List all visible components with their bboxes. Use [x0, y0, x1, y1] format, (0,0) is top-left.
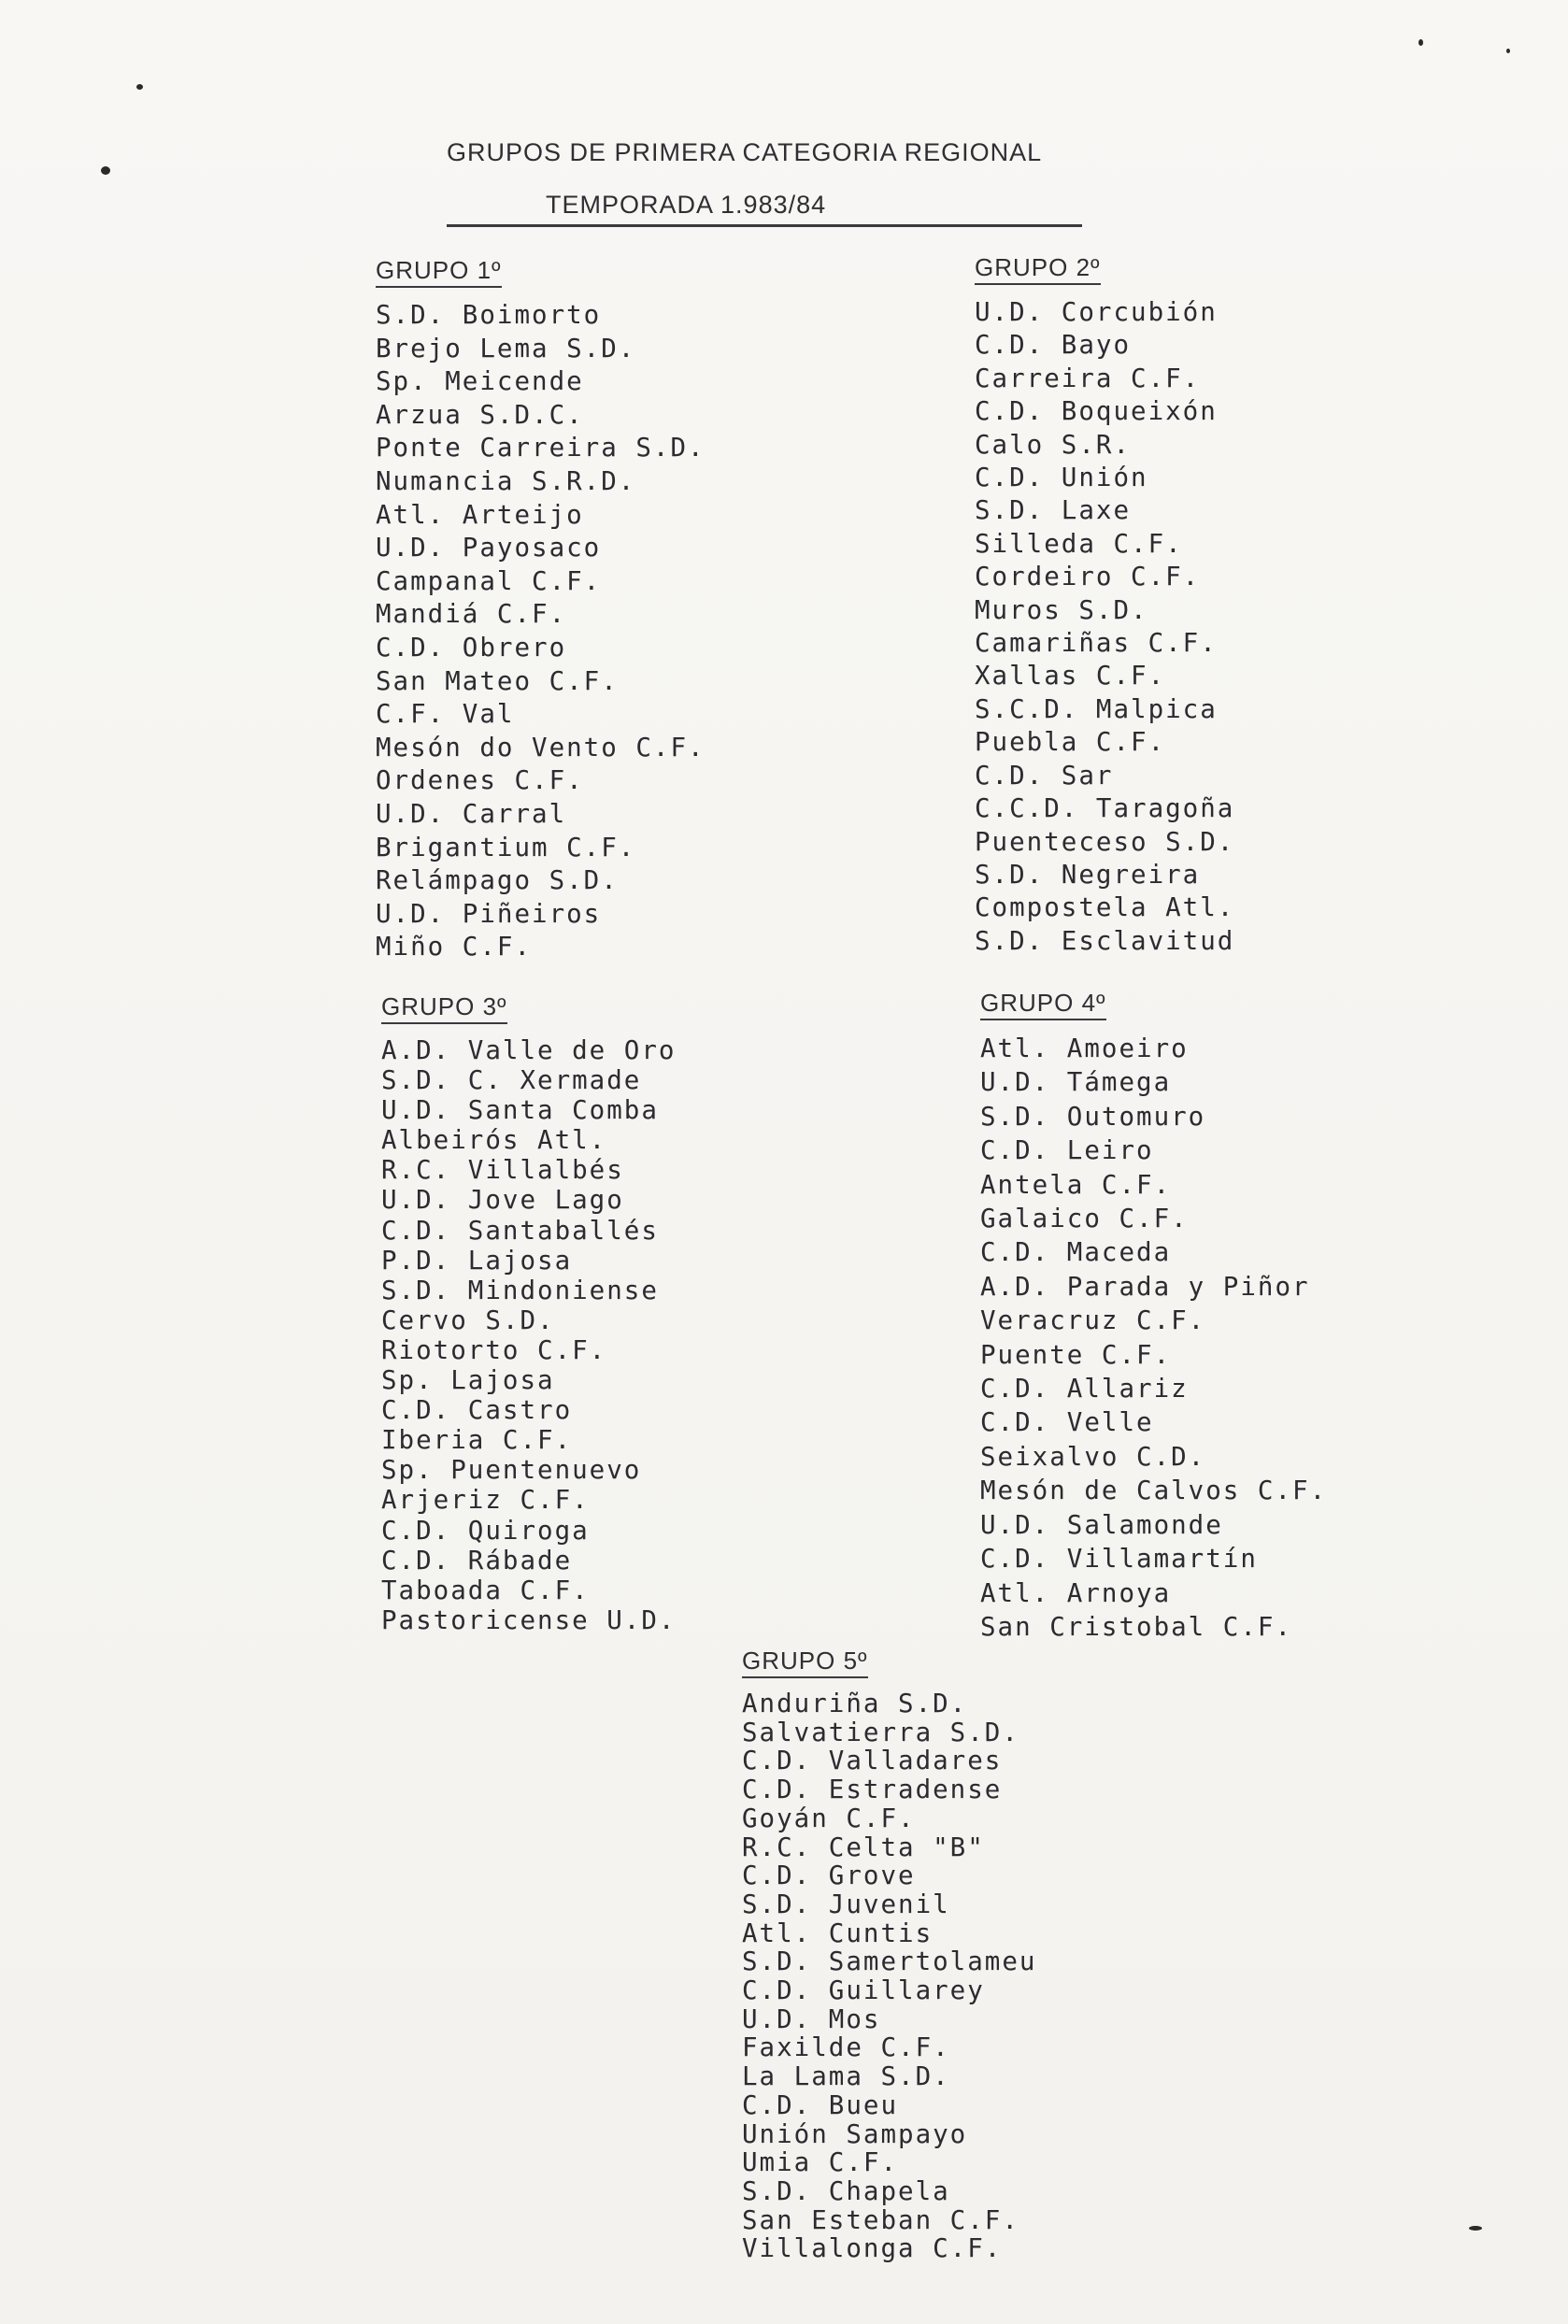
- team-entry: C.F. Val: [376, 699, 515, 730]
- team-entry: Mesón de Calvos C.F.: [980, 1476, 1328, 1506]
- team-entry: San Cristobal C.F.: [980, 1611, 1293, 1642]
- team-list: [980, 1032, 1327, 1644]
- ink-speck: [1418, 39, 1423, 46]
- team-entry: S.D. Mindoniense: [381, 1275, 659, 1305]
- group-1: [376, 256, 706, 964]
- team-entry: S.D. Chapela: [742, 2175, 950, 2206]
- team-entry: R.C. Villalbés: [381, 1155, 624, 1186]
- team-list: [742, 1690, 1036, 2263]
- team-entry: P.D. Lajosa: [381, 1245, 573, 1276]
- team-entry: Sp. Meicende: [376, 366, 584, 397]
- team-entry: Umia C.F.: [742, 2147, 899, 2178]
- team-entry: Arzua S.D.C.: [376, 399, 584, 430]
- team-entry: C.D. Castro: [381, 1395, 573, 1426]
- team-entry: Calo S.R.: [975, 429, 1132, 460]
- team-entry: Galaico C.F.: [980, 1204, 1189, 1234]
- team-entry: U.D. Támega: [980, 1067, 1172, 1098]
- team-entry: S.D. Samertolameu: [742, 1946, 1037, 1977]
- ink-speck: [101, 166, 110, 175]
- team-entry: U.D. Piñeiros: [376, 898, 602, 929]
- team-entry: C.D. Sar: [975, 760, 1114, 791]
- group-heading: GRUPO 4º: [980, 989, 1106, 1020]
- team-entry: Puebla C.F.: [975, 727, 1166, 758]
- team-entry: C.D. Velle: [980, 1407, 1154, 1438]
- team-entry: Puente C.F.: [980, 1339, 1172, 1370]
- team-entry: C.D. Maceda: [980, 1237, 1172, 1268]
- team-entry: Sp. Puentenuevo: [381, 1455, 642, 1486]
- team-entry: U.D. Jove Lago: [381, 1185, 624, 1216]
- team-entry: C.D. Leiro: [980, 1135, 1154, 1166]
- team-entry: Cervo S.D.: [381, 1305, 555, 1335]
- team-entry: C.D. Grove: [742, 1861, 916, 1891]
- group-heading: GRUPO 2º: [975, 253, 1101, 285]
- team-entry: Xallas C.F.: [975, 661, 1166, 691]
- team-entry: U.D. Santa Comba: [381, 1095, 659, 1126]
- team-entry: R.C. Celta "B": [742, 1832, 985, 1862]
- team-list: [376, 299, 706, 964]
- team-entry: S.D. Laxe: [975, 495, 1132, 526]
- team-entry: C.D. Unión: [975, 463, 1148, 493]
- document-title: GRUPOS DE PRIMERA CATEGORIA REGIONAL: [447, 138, 1043, 166]
- team-entry: Camariñas C.F.: [975, 628, 1218, 659]
- team-entry: C.D. Villamartín: [980, 1544, 1258, 1575]
- team-entry: S.D. Boimorto: [376, 300, 602, 330]
- team-entry: U.D. Carral: [376, 798, 567, 829]
- team-entry: S.C.D. Malpica: [975, 693, 1218, 724]
- team-entry: U.D. Corcubión: [975, 297, 1218, 327]
- ink-speck: [1469, 2226, 1482, 2231]
- team-entry: C.D. Estradense: [742, 1775, 1003, 1805]
- team-entry: U.D. Mos: [742, 2003, 881, 2034]
- team-list: [381, 1035, 676, 1635]
- team-list: [975, 296, 1234, 958]
- team-entry: Silleda C.F.: [975, 528, 1183, 559]
- team-entry: C.D. Rábade: [381, 1545, 573, 1575]
- team-entry: Atl. Amoeiro: [980, 1034, 1189, 1063]
- team-entry: La Lama S.D.: [742, 2061, 950, 2092]
- group-heading: GRUPO 3º: [381, 992, 507, 1024]
- group-4: [980, 989, 1327, 1644]
- team-entry: Miño C.F.: [376, 932, 533, 962]
- group-2: [975, 253, 1234, 958]
- team-entry: C.D. Bueu: [742, 2089, 899, 2120]
- team-entry: Relámpago S.D.: [376, 865, 619, 896]
- team-entry: Iberia C.F.: [381, 1425, 573, 1456]
- team-entry: A.D. Parada y Piñor: [980, 1271, 1310, 1302]
- document-header: [447, 138, 1157, 219]
- team-entry: Villalonga C.F.: [742, 2233, 1003, 2264]
- team-entry: C.D. Allariz: [980, 1374, 1189, 1404]
- team-entry: C.D. Santaballés: [381, 1215, 659, 1246]
- team-entry: S.D. Juvenil: [742, 1889, 950, 1919]
- team-entry: S.D. Negreira: [975, 859, 1201, 890]
- season-label: TEMPORADA 1.983/84: [546, 191, 827, 219]
- team-entry: Goyán C.F.: [742, 1803, 916, 1833]
- team-entry: Anduriña S.D.: [742, 1689, 968, 1718]
- team-entry: Veracruz C.F.: [980, 1305, 1206, 1336]
- team-entry: Carreira C.F.: [975, 363, 1201, 393]
- team-entry: Cordeiro C.F.: [975, 562, 1201, 592]
- team-entry: San Mateo C.F.: [376, 665, 619, 696]
- team-entry: San Esteban C.F.: [742, 2204, 1019, 2235]
- team-entry: Sp. Lajosa: [381, 1365, 555, 1396]
- team-entry: C.D. Valladares: [742, 1746, 1003, 1776]
- ink-speck: [1506, 49, 1510, 53]
- team-entry: Unión Sampayo: [742, 2118, 968, 2149]
- team-entry: Taboada C.F.: [381, 1575, 590, 1605]
- team-entry: S.D. Outomuro: [980, 1101, 1206, 1132]
- team-entry: Salvatierra S.D.: [742, 1717, 1019, 1747]
- team-entry: U.D. Salamonde: [980, 1509, 1223, 1540]
- team-entry: Faxilde C.F.: [742, 2032, 950, 2063]
- group-heading: GRUPO 1º: [376, 256, 502, 288]
- team-entry: C.C.D. Taragoña: [975, 793, 1235, 824]
- team-entry: Mandiá C.F.: [376, 599, 567, 630]
- team-entry: S.D. C. Xermade: [381, 1065, 642, 1096]
- team-entry: Riotorto C.F.: [381, 1334, 607, 1365]
- team-entry: C.D. Bayo: [975, 330, 1132, 361]
- team-entry: Muros S.D.: [975, 594, 1148, 625]
- team-entry: Atl. Arnoya: [980, 1577, 1172, 1608]
- team-entry: Arjeriz C.F.: [381, 1485, 590, 1516]
- team-entry: C.D. Obrero: [376, 632, 567, 663]
- ink-speck: [136, 84, 143, 90]
- group-heading: GRUPO 5º: [742, 1647, 868, 1678]
- team-entry: Numancia S.R.D.: [376, 465, 636, 496]
- team-entry: S.D. Esclavitud: [975, 925, 1235, 956]
- team-entry: A.D. Valle de Oro: [381, 1035, 677, 1065]
- team-entry: Brejo Lema S.D.: [376, 333, 636, 364]
- team-entry: Campanal C.F.: [376, 565, 602, 596]
- team-entry: Compostela Atl.: [975, 892, 1235, 923]
- team-entry: Mesón do Vento C.F.: [376, 732, 706, 763]
- team-entry: C.D. Quiroga: [381, 1515, 590, 1546]
- team-entry: Puenteceso S.D.: [975, 826, 1235, 857]
- team-entry: Albeirós Atl.: [381, 1125, 607, 1156]
- team-entry: Pastoricense U.D.: [381, 1604, 677, 1635]
- team-entry: Seixalvo C.D.: [980, 1441, 1206, 1472]
- team-entry: Atl. Cuntis: [742, 1918, 934, 1948]
- team-entry: U.D. Payosaco: [376, 533, 602, 563]
- team-entry: Atl. Arteijo: [376, 499, 584, 530]
- team-entry: Brigantium C.F.: [376, 832, 636, 863]
- team-entry: Ordenes C.F.: [376, 765, 584, 796]
- team-entry: C.D. Boqueixón: [975, 396, 1218, 427]
- team-entry: C.D. Guillarey: [742, 1975, 985, 2006]
- team-entry: Ponte Carreira S.D.: [376, 433, 706, 463]
- team-entry: Antela C.F.: [980, 1169, 1172, 1200]
- header-underline: [447, 224, 1082, 227]
- group-3: [381, 992, 676, 1635]
- group-5: [742, 1647, 1036, 2263]
